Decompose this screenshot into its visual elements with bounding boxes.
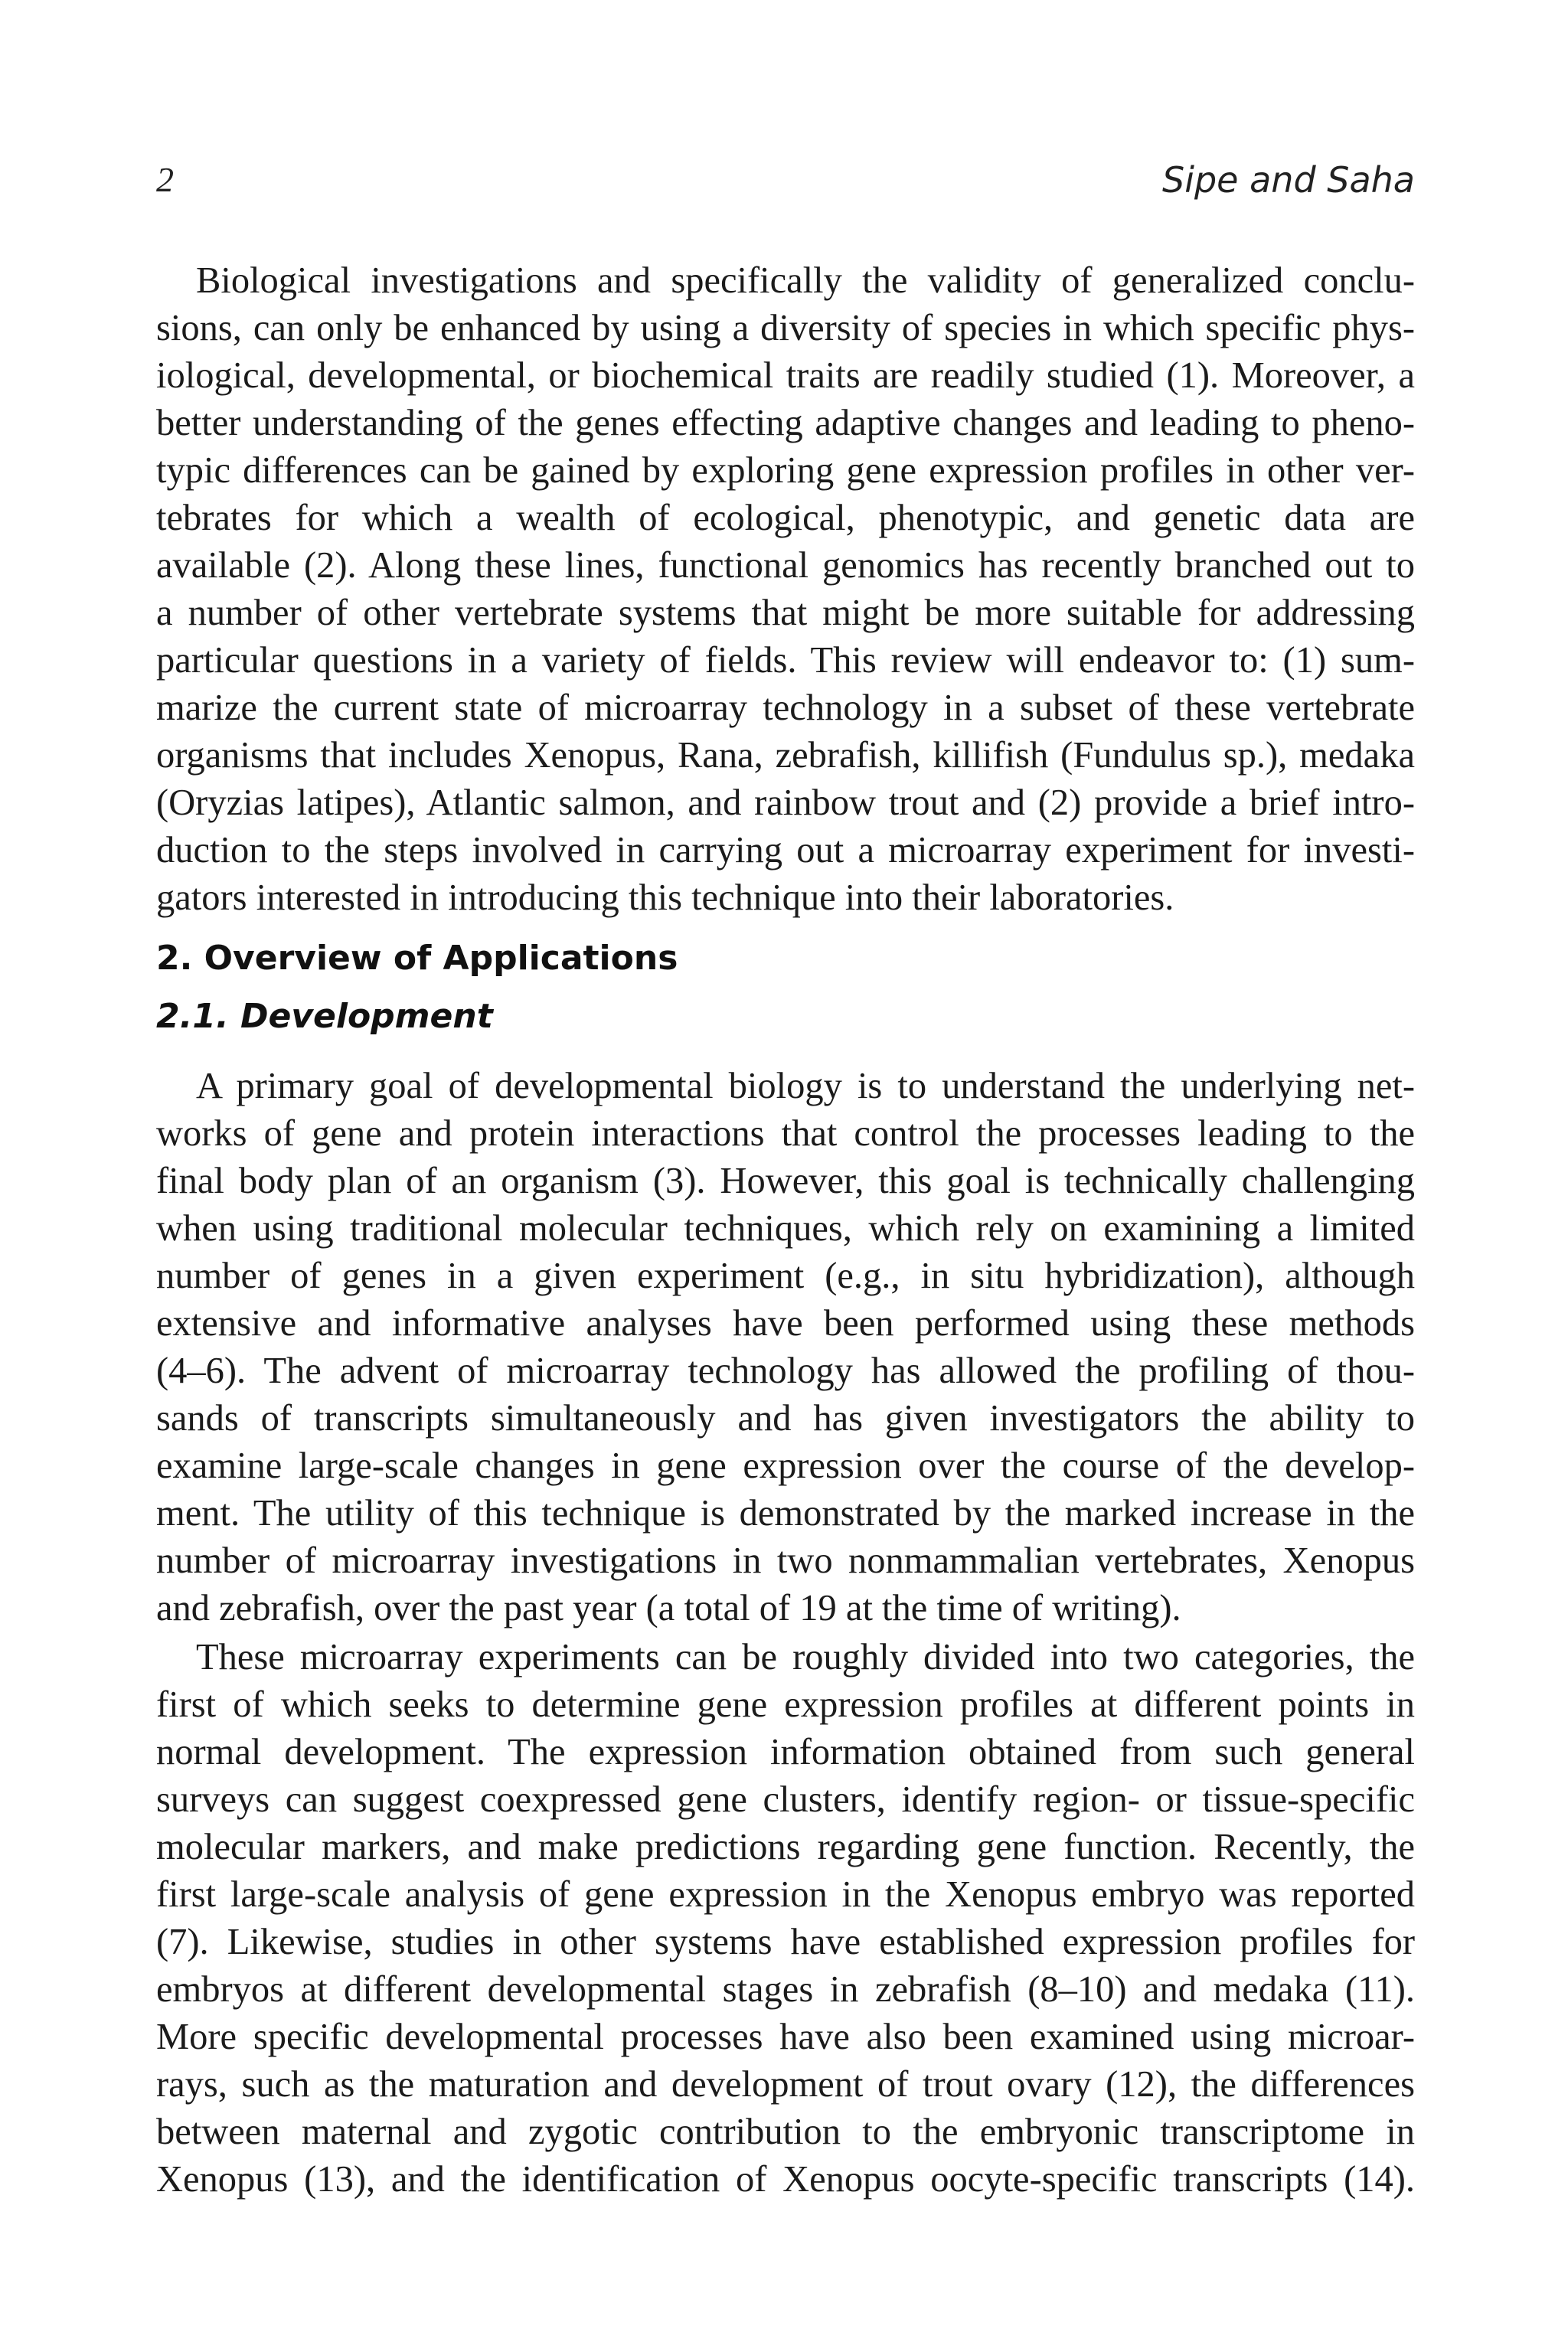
text-line: embryos at different developmental stages in zebrafish (8–10) and medaka (11). (156, 1969, 1415, 2010)
page-number: 2 (156, 160, 174, 199)
text-line: final body plan of an organism (3). However, this goal is technically challenging (156, 1161, 1415, 1201)
text-line: marize the current state of microarray technology in a subset of these vertebrate (156, 688, 1415, 728)
text-line: and zebrafish, over the past year (a total of 19 at the time of writing). (156, 1588, 1181, 1628)
section-heading: 2. Overview of Applications (156, 939, 678, 978)
text-line: sions, can only be enhanced by using a diversity of species in which specific phys- (156, 308, 1415, 348)
text-line: examine large-scale changes in gene expression over the course of the develop- (156, 1446, 1415, 1486)
text-line: particular questions in a variety of fields. This review will endeavor to: (1) sum- (156, 640, 1415, 681)
text-line: Biological investigations and specifically the validity of generalized conclu- (196, 260, 1415, 301)
text-line: More specific developmental processes have also been examined using microar- (156, 2017, 1415, 2057)
text-line: extensive and informative analyses have been performed using these methods (156, 1303, 1415, 1344)
text-line: molecular markers, and make predictions regarding gene function. Recently, the (156, 1827, 1415, 1867)
text-line: (4–6). The advent of microarray technology has allowed the profiling of thou- (156, 1351, 1415, 1391)
text-line: better understanding of the genes effecting adaptive changes and leading to pheno- (156, 403, 1415, 443)
text-line: ment. The utility of this technique is demonstrated by the marked increase in the (156, 1493, 1415, 1534)
text-line: organisms that includes Xenopus, Rana, zebrafish, killifish (Fundulus sp.), medaka (156, 735, 1415, 776)
text-line: (7). Likewise, studies in other systems have established expression profiles for (156, 1922, 1415, 1962)
paragraph-categories (156, 1634, 1415, 2203)
text-line: first of which seeks to determine gene expression profiles at different points in (156, 1684, 1415, 1725)
text-line: gators interested in introducing this technique into their laboratories. (156, 877, 1174, 918)
running-header (156, 159, 1415, 220)
text-line: sands of transcripts simultaneously and has given investigators the ability to (156, 1398, 1415, 1439)
text-line: tebrates for which a wealth of ecological, phenotypic, and genetic data are (156, 498, 1415, 538)
text-line: A primary goal of developmental biology is to understand the underlying net- (196, 1066, 1415, 1106)
text-line: typic differences can be gained by exploring gene expression profiles in other ver- (156, 450, 1415, 491)
text-line: available (2). Along these lines, functional genomics has recently branched out to (156, 545, 1415, 586)
text-line: (Oryzias latipes), Atlantic salmon, and rainbow trout and (2) provide a brief intro- (156, 782, 1415, 823)
text-line: surveys can suggest coexpressed gene clusters, identify region- or tissue-specific (156, 1779, 1415, 1820)
text-line: works of gene and protein interactions that control the processes leading to the (156, 1113, 1415, 1154)
text-line: duction to the steps involved in carrying out a microarray experiment for investi- (156, 830, 1415, 871)
paragraph-development (156, 1063, 1415, 1632)
text-line: rays, such as the maturation and development of trout ovary (12), the differences (156, 2064, 1415, 2105)
text-line: number of microarray investigations in two nonmammalian vertebrates, Xenopus (156, 1540, 1415, 1581)
text-line: iological, developmental, or biochemical traits are readily studied (1). Moreover, a (156, 355, 1415, 396)
text-line: when using traditional molecular techniques, which rely on examining a limited (156, 1208, 1415, 1249)
text-line: These microarray experiments can be roughly divided into two categories, the (196, 1637, 1415, 1677)
running-title: Sipe and Saha (1162, 159, 1415, 201)
text-line: between maternal and zygotic contribution to the embryonic transcriptome in (156, 2112, 1415, 2152)
text-line: normal development. The expression information obtained from such general (156, 1732, 1415, 1772)
text-line: Xenopus (13), and the identification of Xenopus oocyte-specific transcripts (14). (156, 2159, 1415, 2200)
text-line: a number of other vertebrate systems that might be more suitable for addressing (156, 593, 1415, 633)
text-line: first large-scale analysis of gene expression in the Xenopus embryo was reported (156, 1874, 1415, 1915)
paragraph-intro (156, 257, 1415, 922)
subsection-heading: 2.1. Development (156, 997, 493, 1036)
text-line: number of genes in a given experiment (e.g., in situ hybridization), although (156, 1256, 1415, 1296)
